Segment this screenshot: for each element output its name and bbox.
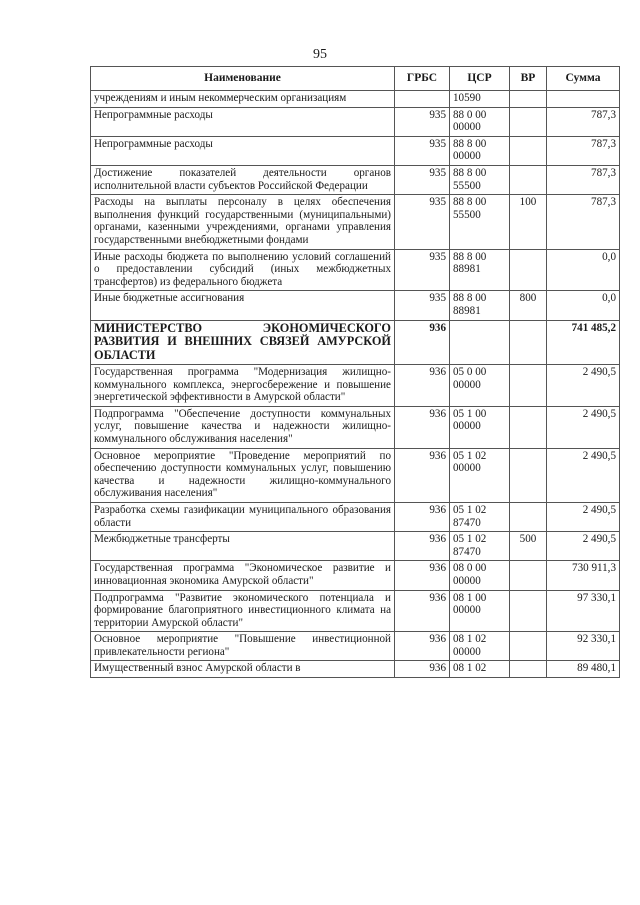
- cell-csr: 05 1 02 87470: [450, 502, 510, 531]
- table-row: [91, 91, 620, 108]
- cell-csr: 08 0 00 00000: [450, 561, 510, 590]
- cell-grbs: 936: [395, 406, 450, 448]
- cell-sum: 787,3: [547, 165, 620, 194]
- cell-vr: [510, 249, 547, 291]
- cell-name: Основное мероприятие "Повышение инвестиционной привлекательности региона": [91, 632, 395, 661]
- table-row: [91, 532, 620, 561]
- cell-csr: 88 8 00 00000: [450, 136, 510, 165]
- cell-sum: 89 480,1: [547, 661, 620, 678]
- table-row: [91, 136, 620, 165]
- cell-csr: 08 1 02 00000: [450, 632, 510, 661]
- cell-grbs: 935: [395, 136, 450, 165]
- cell-name: МИНИСТЕРСТВО ЭКОНОМИЧЕСКОГО РАЗВИТИЯ И ВНЕШНИХ СВЯЗЕЙ АМУРСКОЙ ОБЛАСТИ: [91, 320, 395, 365]
- cell-sum: 2 490,5: [547, 448, 620, 502]
- table-row: [91, 291, 620, 320]
- table-row: [91, 249, 620, 291]
- cell-name: Достижение показателей деятельности органов исполнительной власти субъектов Российской Федерации: [91, 165, 395, 194]
- cell-sum: 0,0: [547, 249, 620, 291]
- table-row: [91, 406, 620, 448]
- cell-name: Государственная программа "Модернизация жилищно-коммунального комплекса, энергосбережение и повышение энергетической эффективности в Амурской области": [91, 365, 395, 407]
- cell-csr: 88 8 00 55500: [450, 195, 510, 249]
- cell-grbs: 936: [395, 632, 450, 661]
- cell-grbs: 935: [395, 195, 450, 249]
- cell-name: Разработка схемы газификации муниципального образования области: [91, 502, 395, 531]
- cell-name: Иные бюджетные ассигнования: [91, 291, 395, 320]
- cell-csr: 05 0 00 00000: [450, 365, 510, 407]
- cell-vr: 800: [510, 291, 547, 320]
- cell-name: Государственная программа "Экономическое развитие и инновационная экономика Амурской области": [91, 561, 395, 590]
- header-grbs: ГРБС: [395, 67, 450, 91]
- header-csr: ЦСР: [450, 67, 510, 91]
- header-name: Наименование: [91, 67, 395, 91]
- cell-vr: [510, 561, 547, 590]
- cell-name: Подпрограмма "Обеспечение доступности коммунальных услуг, повышение качества и надежности жилищно-коммунального обслуживания населения": [91, 406, 395, 448]
- cell-grbs: 936: [395, 532, 450, 561]
- cell-vr: 500: [510, 532, 547, 561]
- cell-grbs: 935: [395, 107, 450, 136]
- cell-csr: 05 1 00 00000: [450, 406, 510, 448]
- cell-sum: 2 490,5: [547, 406, 620, 448]
- table-row: [91, 661, 620, 678]
- table-row: [91, 165, 620, 194]
- table-row: [91, 561, 620, 590]
- cell-vr: [510, 632, 547, 661]
- cell-grbs: 935: [395, 249, 450, 291]
- cell-vr: [510, 107, 547, 136]
- cell-vr: [510, 661, 547, 678]
- cell-name: Непрограммные расходы: [91, 107, 395, 136]
- table-row: [91, 502, 620, 531]
- cell-sum: 787,3: [547, 195, 620, 249]
- cell-grbs: [395, 91, 450, 108]
- cell-csr: 05 1 02 00000: [450, 448, 510, 502]
- cell-vr: [510, 502, 547, 531]
- cell-sum: 97 330,1: [547, 590, 620, 632]
- cell-vr: [510, 320, 547, 365]
- cell-name: Основное мероприятие "Проведение мероприятий по обеспечению доступности коммунальных услуг, повышению качества и надежности жилищно-коммунального обслуживания населения": [91, 448, 395, 502]
- cell-sum: 2 490,5: [547, 532, 620, 561]
- table-body: [91, 91, 620, 678]
- cell-sum: 2 490,5: [547, 365, 620, 407]
- cell-sum: 92 330,1: [547, 632, 620, 661]
- cell-sum: 741 485,2: [547, 320, 620, 365]
- cell-name: Расходы на выплаты персоналу в целях обеспечения выполнения функций государственными (муниципальными) органами, казенными учреждениями, органами управления государственными внебюджетными фондами: [91, 195, 395, 249]
- cell-vr: [510, 136, 547, 165]
- cell-vr: [510, 165, 547, 194]
- table-row: [91, 365, 620, 407]
- cell-grbs: 936: [395, 590, 450, 632]
- cell-sum: 787,3: [547, 107, 620, 136]
- cell-csr: 10590: [450, 91, 510, 108]
- budget-table: [90, 66, 620, 678]
- cell-name: Подпрограмма "Развитие экономического потенциала и формирование благоприятного инвестиционного климата на территории Амурской области": [91, 590, 395, 632]
- cell-sum: [547, 91, 620, 108]
- cell-grbs: 936: [395, 661, 450, 678]
- cell-grbs: 936: [395, 365, 450, 407]
- cell-vr: [510, 365, 547, 407]
- header-sum: Сумма: [547, 67, 620, 91]
- cell-name: учреждениям и иным некоммерческим организациям: [91, 91, 395, 108]
- cell-grbs: 935: [395, 165, 450, 194]
- cell-csr: 88 8 00 55500: [450, 165, 510, 194]
- cell-grbs: 936: [395, 320, 450, 365]
- cell-csr: 05 1 02 87470: [450, 532, 510, 561]
- cell-name: Непрограммные расходы: [91, 136, 395, 165]
- cell-grbs: 936: [395, 561, 450, 590]
- cell-vr: [510, 590, 547, 632]
- cell-csr: [450, 320, 510, 365]
- cell-csr: 08 1 00 00000: [450, 590, 510, 632]
- cell-csr: 88 8 00 88981: [450, 249, 510, 291]
- table-row: [91, 195, 620, 249]
- table-row: [91, 107, 620, 136]
- cell-sum: 0,0: [547, 291, 620, 320]
- cell-sum: 2 490,5: [547, 502, 620, 531]
- cell-name: Межбюджетные трансферты: [91, 532, 395, 561]
- header-vr: ВР: [510, 67, 547, 91]
- table-row: [91, 448, 620, 502]
- table-header-row: [91, 67, 620, 91]
- page-number: 95: [313, 47, 327, 62]
- cell-name: Иные расходы бюджета по выполнению условий соглашений о предоставлении субсидий (иных межбюджетных трансфертов) из федерального бюджета: [91, 249, 395, 291]
- cell-name: Имущественный взнос Амурской области в: [91, 661, 395, 678]
- cell-vr: [510, 448, 547, 502]
- cell-sum: 787,3: [547, 136, 620, 165]
- table-row: [91, 590, 620, 632]
- cell-sum: 730 911,3: [547, 561, 620, 590]
- table-row: [91, 632, 620, 661]
- cell-vr: [510, 406, 547, 448]
- cell-grbs: 936: [395, 502, 450, 531]
- cell-grbs: 936: [395, 448, 450, 502]
- cell-csr: 88 8 00 88981: [450, 291, 510, 320]
- cell-csr: 08 1 02: [450, 661, 510, 678]
- cell-vr: 100: [510, 195, 547, 249]
- cell-grbs: 935: [395, 291, 450, 320]
- cell-csr: 88 0 00 00000: [450, 107, 510, 136]
- table-row: [91, 320, 620, 365]
- cell-vr: [510, 91, 547, 108]
